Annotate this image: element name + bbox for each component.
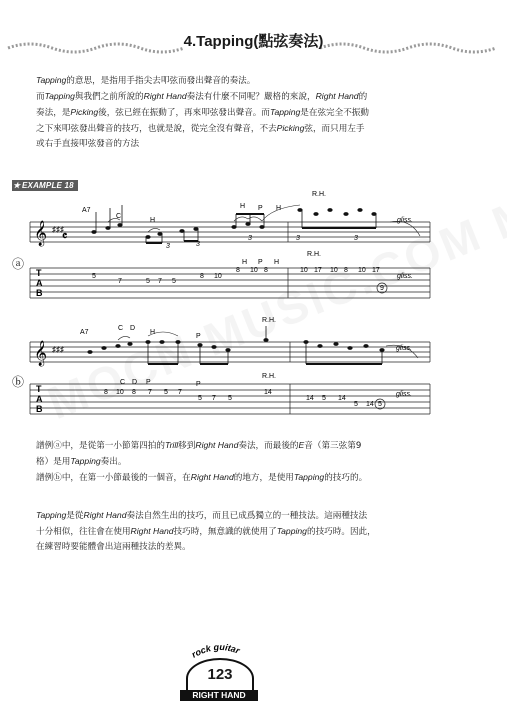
section-label: RIGHT HAND (180, 690, 258, 701)
example-label: EXAMPLE 18 (22, 181, 74, 190)
svg-text:7: 7 (212, 395, 216, 402)
svg-text:17: 17 (314, 267, 322, 274)
term: Tapping (36, 75, 67, 85)
svg-text:14: 14 (306, 395, 314, 402)
technique-mark: C (116, 213, 122, 220)
triplet-mark: 3 (248, 235, 252, 242)
svg-text:5: 5 (354, 401, 358, 408)
term: Right Hand (143, 91, 187, 101)
text: 是從 (66, 511, 84, 521)
svg-text:8: 8 (200, 273, 204, 280)
text: 而 (36, 92, 45, 102)
outro-paragraph (36, 508, 456, 555)
rh-marking-tab: R.H. (262, 373, 276, 380)
svg-text:7: 7 (178, 389, 182, 396)
term: Trill (164, 440, 179, 450)
technique-mark: H (276, 205, 282, 212)
treble-clef-icon: 𝄞 (34, 340, 48, 365)
technique-mark: C (118, 325, 124, 332)
tab-b: B (36, 404, 43, 414)
term: Right Hand (190, 472, 234, 482)
term: Right Hand (315, 91, 359, 101)
technique-mark: D (132, 379, 138, 386)
text: 後，弦已經在振動了，再來叩弦發出聲音。而 (98, 108, 270, 118)
rh-marking: R.H. (262, 317, 276, 324)
text: 奏法有什麼不同呢？嚴格的來說， (186, 92, 316, 102)
staff-a-lines (30, 222, 430, 242)
rh-marking: R.H. (312, 191, 326, 198)
page-title: 4.Tapping(點弦奏法) (183, 33, 324, 50)
text: 技巧時，無意識的就使用了 (173, 527, 277, 537)
text: 與我們之前所說的 (74, 92, 144, 102)
page-footer (170, 634, 280, 700)
gliss-marking-tab: gliss. (397, 273, 413, 280)
text: 在練習時要能體會出這兩種技法的差異。 (36, 542, 191, 552)
technique-mark: H (150, 217, 156, 224)
svg-text:5: 5 (322, 395, 326, 402)
triplet-mark: 3 (196, 241, 200, 248)
text: 十分相似，往往會在使用 (36, 527, 131, 537)
svg-text:10: 10 (330, 267, 338, 274)
text: 的意思，是指用手指尖去叩弦而發出聲音的奏法。 (66, 76, 256, 86)
key-signature: ♯♯♯ (52, 345, 64, 354)
svg-text:5: 5 (378, 401, 382, 408)
treble-clef-icon: 𝄞 (34, 220, 48, 245)
term: E (298, 440, 305, 450)
technique-mark: H (242, 259, 248, 266)
svg-text:8: 8 (104, 389, 108, 396)
term: Picking (70, 107, 99, 117)
svg-text:10: 10 (250, 267, 258, 274)
text: 奏出。 (100, 457, 127, 467)
tab-a: A (36, 278, 43, 288)
staff-b-label: ⓑ (12, 375, 25, 389)
triplet-mark: 3 (166, 243, 170, 250)
technique-mark: P (196, 333, 201, 340)
text: 中，在第一小節最後的一個音，在 (61, 473, 191, 483)
text: 之下來叩弦發出聲音的技巧，也就是說，從完全沒有聲音，不去 (36, 124, 277, 134)
technique-mark: H (150, 329, 156, 336)
text: 譜例 (36, 473, 54, 483)
svg-text:7: 7 (148, 389, 152, 396)
term: Tapping (70, 456, 101, 466)
svg-text:5: 5 (198, 395, 202, 402)
chord-symbol: A7 (80, 329, 89, 336)
technique-mark: D (130, 325, 136, 332)
text: 的技巧時。因此， (306, 527, 376, 537)
svg-text:14: 14 (366, 401, 374, 408)
technique-mark: H (240, 203, 246, 210)
text: 的地方，是使用 (233, 473, 294, 483)
technique-mark: P (258, 259, 263, 266)
svg-text:10: 10 (214, 273, 222, 280)
triplet-mark: 3 (296, 235, 300, 242)
note-heads-a (91, 208, 376, 239)
term: Right Hand (83, 510, 127, 520)
text: 弦，而只用左手 (304, 124, 365, 134)
svg-text:10: 10 (300, 267, 308, 274)
svg-text:7: 7 (118, 278, 122, 285)
technique-mark: P (146, 379, 151, 386)
term: Picking (276, 123, 305, 133)
rh-marking-tab: R.H. (307, 251, 321, 258)
svg-text:8: 8 (132, 389, 136, 396)
svg-text:5: 5 (92, 273, 96, 280)
text: 移到 (178, 441, 196, 451)
term: Tapping (36, 510, 67, 520)
key-signature: ♯♯♯ (52, 225, 64, 234)
text: 音（第三弦第9 (304, 441, 362, 451)
star-icon: ★ (13, 181, 21, 190)
example-ref: ⓐ (53, 441, 62, 451)
text: 或右手直接叩弦發音的方法 (36, 139, 140, 149)
technique-mark: C (120, 379, 126, 386)
text: 是在弦完全不振動 (300, 108, 370, 118)
technique-mark: P (258, 205, 263, 212)
svg-text:9: 9 (380, 285, 384, 292)
text: 中，是從第一小節第四拍的 (61, 441, 165, 451)
text: 的技巧的。 (324, 473, 368, 483)
text: 的 (358, 92, 368, 102)
svg-text:5: 5 (228, 395, 232, 402)
example-ref: ⓑ (53, 473, 62, 483)
tab-a: A (36, 394, 43, 404)
svg-text:10: 10 (116, 389, 124, 396)
text: 奏法，而最後的 (238, 441, 299, 451)
svg-text:rock guitar (190, 642, 242, 660)
svg-text:5: 5 (172, 278, 176, 285)
term: Tapping (269, 107, 301, 117)
text: 格）是用 (36, 457, 71, 467)
tab-b: B (36, 288, 43, 298)
tab-t: T (36, 268, 42, 278)
staff-a-label: ⓐ (12, 257, 25, 271)
term: Tapping (44, 91, 75, 101)
arc-label: rock guitar (189, 641, 242, 660)
gliss-marking-tab: gliss. (396, 391, 412, 398)
svg-text:8: 8 (236, 267, 240, 274)
technique-mark: H (274, 259, 280, 266)
term: Tapping (276, 526, 307, 536)
gliss-marking: gliss. (396, 345, 412, 352)
svg-text:14: 14 (264, 389, 272, 396)
notes-paragraph (36, 438, 456, 486)
triplet-mark: 3 (354, 235, 358, 242)
text: 奏法，是 (36, 108, 71, 118)
term: Tapping (293, 472, 325, 482)
gliss-marking: gliss. (397, 217, 413, 224)
term: Right Hand (130, 526, 174, 536)
text: 譜例 (36, 441, 54, 451)
svg-text:8: 8 (344, 267, 348, 274)
text: 奏法自然生出的技巧，而且已成爲獨立的一種技法。這兩種技法 (126, 511, 368, 521)
term: Right Hand (195, 440, 239, 450)
tab-t: T (36, 384, 42, 394)
technique-mark: P (196, 381, 201, 388)
svg-text:10: 10 (358, 267, 366, 274)
svg-text:7: 7 (158, 278, 162, 285)
svg-text:5: 5 (164, 389, 168, 396)
page-number: 123 (207, 666, 233, 683)
svg-text:8: 8 (264, 267, 268, 274)
svg-text:14: 14 (338, 395, 346, 402)
svg-text:5: 5 (146, 278, 150, 285)
page-number-badge (186, 658, 254, 692)
time-signature: 𝄴 (62, 229, 68, 243)
svg-text:17: 17 (372, 267, 380, 274)
chord-symbol: A7 (82, 207, 91, 214)
